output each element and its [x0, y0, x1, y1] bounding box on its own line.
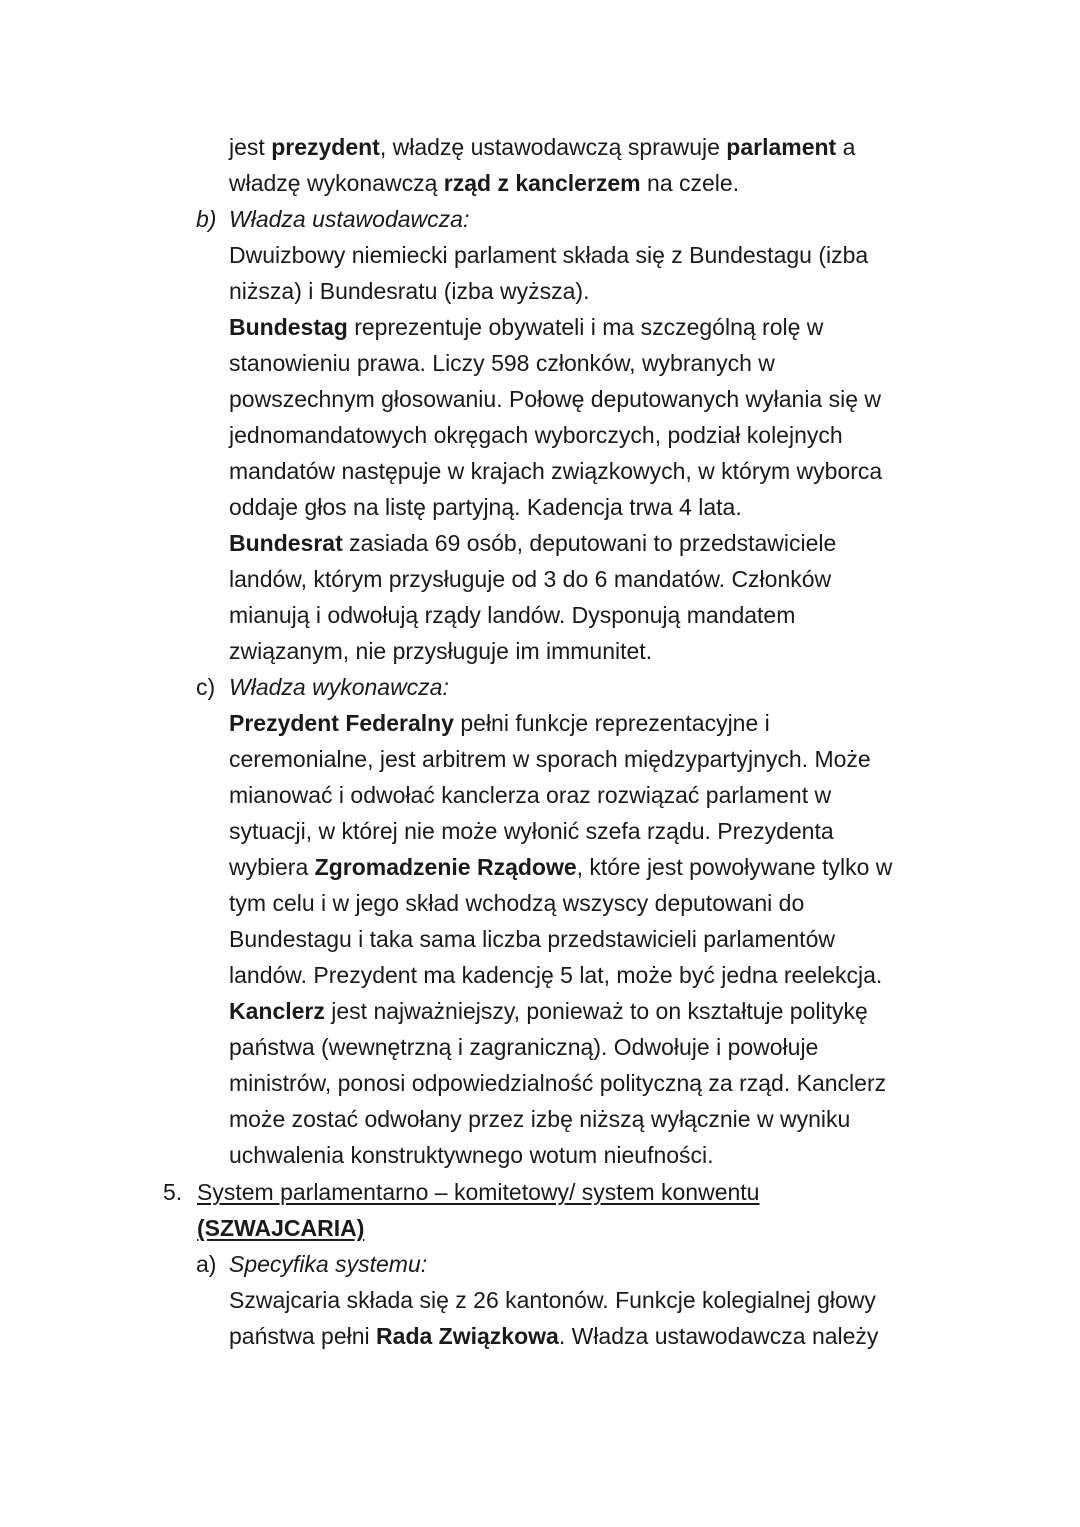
intro-line-1: jest prezydent, władzę ustawodawczą sprawuje parlament a	[229, 134, 856, 160]
section-c-line: Prezydent Federalny pełni funkcje reprezentacyjne i	[229, 710, 770, 736]
section-c-line: wybiera Zgromadzenie Rządowe, które jest powoływane tylko w	[229, 854, 893, 880]
section-c-line: Bundestagu i taka sama liczba przedstawicieli parlamentów	[229, 926, 835, 952]
section-5a-line: Szwajcaria składa się z 26 kantonów. Funkcje kolegialnej głowy	[229, 1287, 876, 1313]
section-c-line: może zostać odwołany przez izbę niższą wyłącznie w wyniku	[229, 1106, 851, 1132]
intro-line-2: władzę wykonawczą rząd z kanclerzem na czele.	[229, 170, 740, 196]
section-c-line: ministrów, ponosi odpowiedzialność polityczną za rząd. Kanclerz	[229, 1070, 887, 1096]
section-b-heading: Władza ustawodawcza:	[229, 206, 470, 232]
section-c-line: sytuacji, w której nie może wyłonić szefa rządu. Prezydenta	[229, 818, 834, 844]
section-c-line: Kanclerz jest najważniejszy, ponieważ to on kształtuje politykę	[229, 998, 868, 1024]
list-marker-a: a)	[196, 1251, 217, 1277]
section-c-line: uchwalenia konstruktywnego wotum nieufności.	[229, 1142, 714, 1168]
section-c-line: państwa (wewnętrzną i zagraniczną). Odwołuje i powołuje	[229, 1034, 819, 1060]
section-5a-line: państwa pełni Rada Związkowa. Władza ustawodawcza należy	[229, 1323, 879, 1349]
section-b-line: oddaje głos na listę partyjną. Kadencja trwa 4 lata.	[229, 494, 742, 520]
list-marker-b: b)	[196, 206, 217, 232]
section-5a-heading: Specyfika systemu:	[229, 1251, 428, 1277]
section-5-title: System parlamentarno – komitetowy/ system konwentu	[197, 1179, 760, 1205]
section-b-line: stanowieniu prawa. Liczy 598 członków, wybranych w	[229, 350, 775, 376]
section-b-line: mianują i odwołują rządy landów. Dysponują mandatem	[229, 602, 796, 628]
section-b-line: powszechnym głosowaniu. Połowę deputowanych wyłania się w	[229, 386, 882, 412]
list-marker-c: c)	[196, 674, 216, 700]
section-b-line: związanym, nie przysługuje im immunitet.	[229, 638, 653, 664]
section-b-line: jednomandatowych okręgach wyborczych, podział kolejnych	[229, 422, 843, 448]
section-b-line: landów, którym przysługuje od 3 do 6 mandatów. Członków	[229, 566, 832, 592]
section-5-subtitle: (SZWAJCARIA)	[197, 1215, 365, 1241]
section-c-line: landów. Prezydent ma kadencję 5 lat, może być jedna reelekcja.	[229, 962, 883, 988]
section-b-line: Dwuizbowy niemiecki parlament składa się z Bundestagu (izba	[229, 242, 869, 268]
section-b-line: Bundesrat zasiada 69 osób, deputowani to przedstawiciele	[229, 530, 837, 556]
list-marker-5: 5.	[163, 1179, 183, 1205]
section-b-line: Bundestag reprezentuje obywateli i ma szczególną rolę w	[229, 314, 824, 340]
section-b-line: mandatów następuje w krajach związkowych, w którym wyborca	[229, 458, 883, 484]
section-c-line: ceremonialne, jest arbitrem w sporach międzypartyjnych. Może	[229, 746, 871, 772]
section-c-heading: Władza wykonawcza:	[229, 674, 449, 700]
section-b-line: niższa) i Bundesratu (izba wyższa).	[229, 278, 590, 304]
section-c-line: tym celu i w jego skład wchodzą wszyscy deputowani do	[229, 890, 805, 916]
section-c-line: mianować i odwołać kanclerza oraz rozwiązać parlament w	[229, 782, 832, 808]
